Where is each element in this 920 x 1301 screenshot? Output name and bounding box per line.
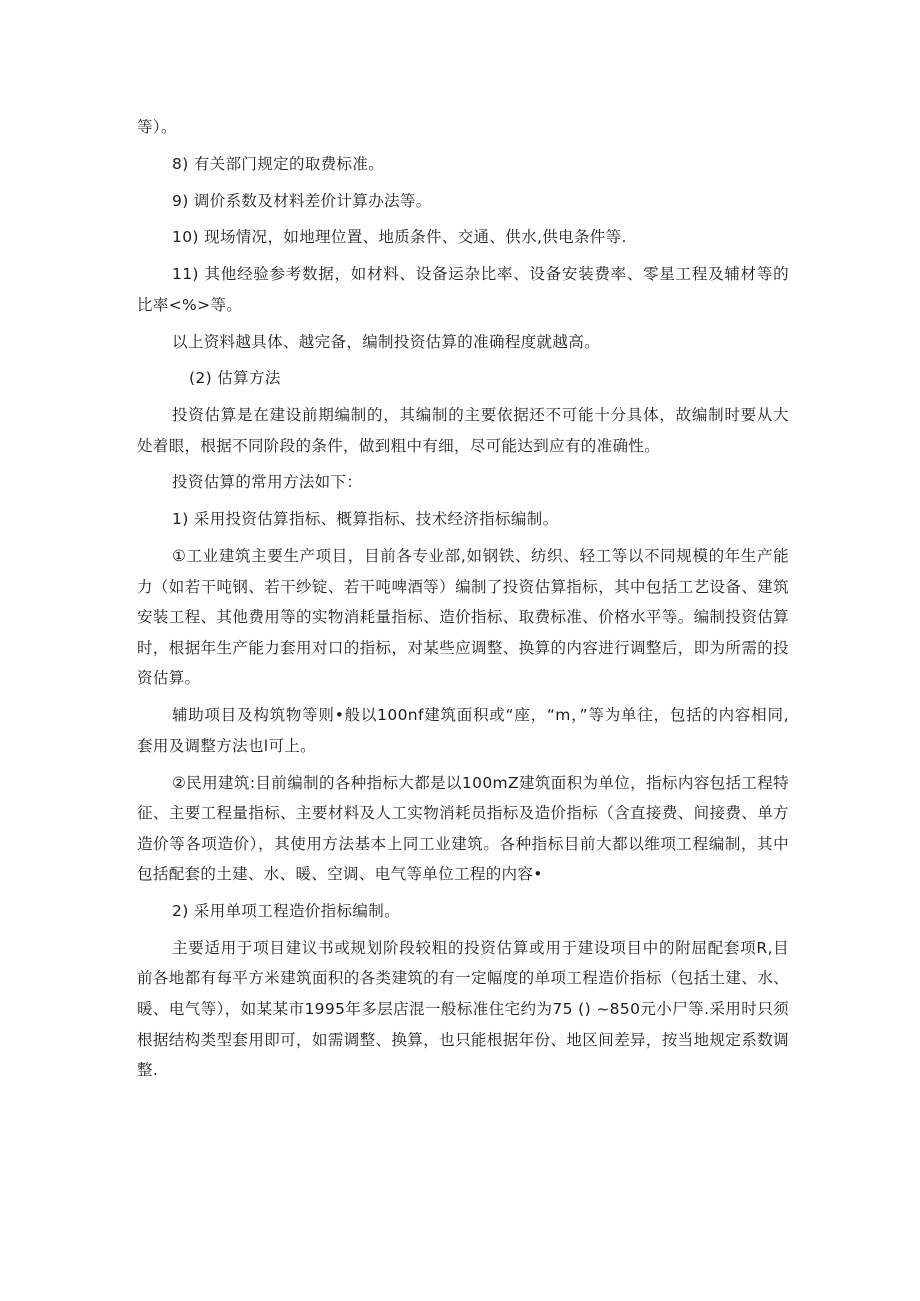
paragraph-civil-buildings: ②民用建筑:目前编制的各种指标大都是以100mZ建筑面积为单位，指标内容包括工程特征、主要工程量指标、主要材料及人工实物消耗员指标及造价指标（含直接费、间接费、单方造价等各项造价），其使用方法基本上同工业建筑。各种指标目前大都以维项工程编制，其中包括配套的土建、水、暖、空调、电气等单位工程的内容• (137, 773, 789, 884)
list-item-9: 9) 调价系数及材料差价计算办法等。 (172, 191, 432, 210)
document-body (137, 112, 789, 1092)
summary-paragraph: 以上资料越具体、越完备，编制投资估算的准确程度就越高。 (172, 332, 600, 351)
list-item-8: 8) 有关部门规定的取费标准。 (172, 154, 385, 173)
section-heading-estimation-method: (2) 估算方法 (189, 369, 281, 388)
method-item-2: 2) 采用单项工程造价指标编制。 (172, 902, 400, 921)
list-item-11: 11) 其他经验参考数据，如材料、设备运杂比率、设备安装费率、零星工程及辅材等的比率<%>等。 (137, 265, 789, 314)
paragraph-estimation-intro: 投资估算是在建设前期编制的，其编制的主要依据还不可能十分具体，故编制时要从大处着眼，根据不同阶段的条件，做到粗中有细，尽可能达到应有的准确性。 (137, 406, 789, 455)
paragraph-auxiliary-projects: 辅助项目及构筑物等则•般以100nf建筑面积或“座，“m，”等为单往，包括的内容相同,套用及调整方法也l可上。 (137, 706, 789, 755)
paragraph-industrial-buildings: ①工业建筑主要生产项目，目前各专业部,如钢铁、纺织、轻工等以不同规模的年生产能力（如若干吨钢、若干纱锭、若干吨啤酒等）编制了投资估算指标，其中包括工艺设备、建筑安装工程、其他费用等的实物消耗量指标、造价指标、取费标准、价格水平等。编制投资估算时，根据年生产能力套用对口的指标，对某些应调整、换算的内容进行调整后，即为所需的投资估算。 (137, 547, 789, 688)
method-item-1: 1) 采用投资估算指标、概算指标、技术经济指标编制。 (172, 510, 559, 529)
list-item-10: 10) 现场情况，如地理位置、地质条件、交通、供水,供电条件等. (172, 228, 627, 247)
paragraph-common-methods: 投资估算的常用方法如下： (172, 473, 363, 492)
paragraph-single-project-index: 主要适用于项目建议书或规划阶段较粗的投资估算或用于建设项目中的附屈配套项R,目前各地都有每平方米建筑面积的各类建筑的有一定幅度的单项工程造价指标（包括土建、水、暖、电气等），如某某市1995年多层店混一般标准住宅约为75 () ~850元小尸等.采用时只须根据结构类型套用即可，如需调整、换算，也只能根据年份、地区间差异，按当地规定系数调整. (137, 938, 789, 1080)
paragraph-continuation: 等）。 (137, 118, 177, 136)
